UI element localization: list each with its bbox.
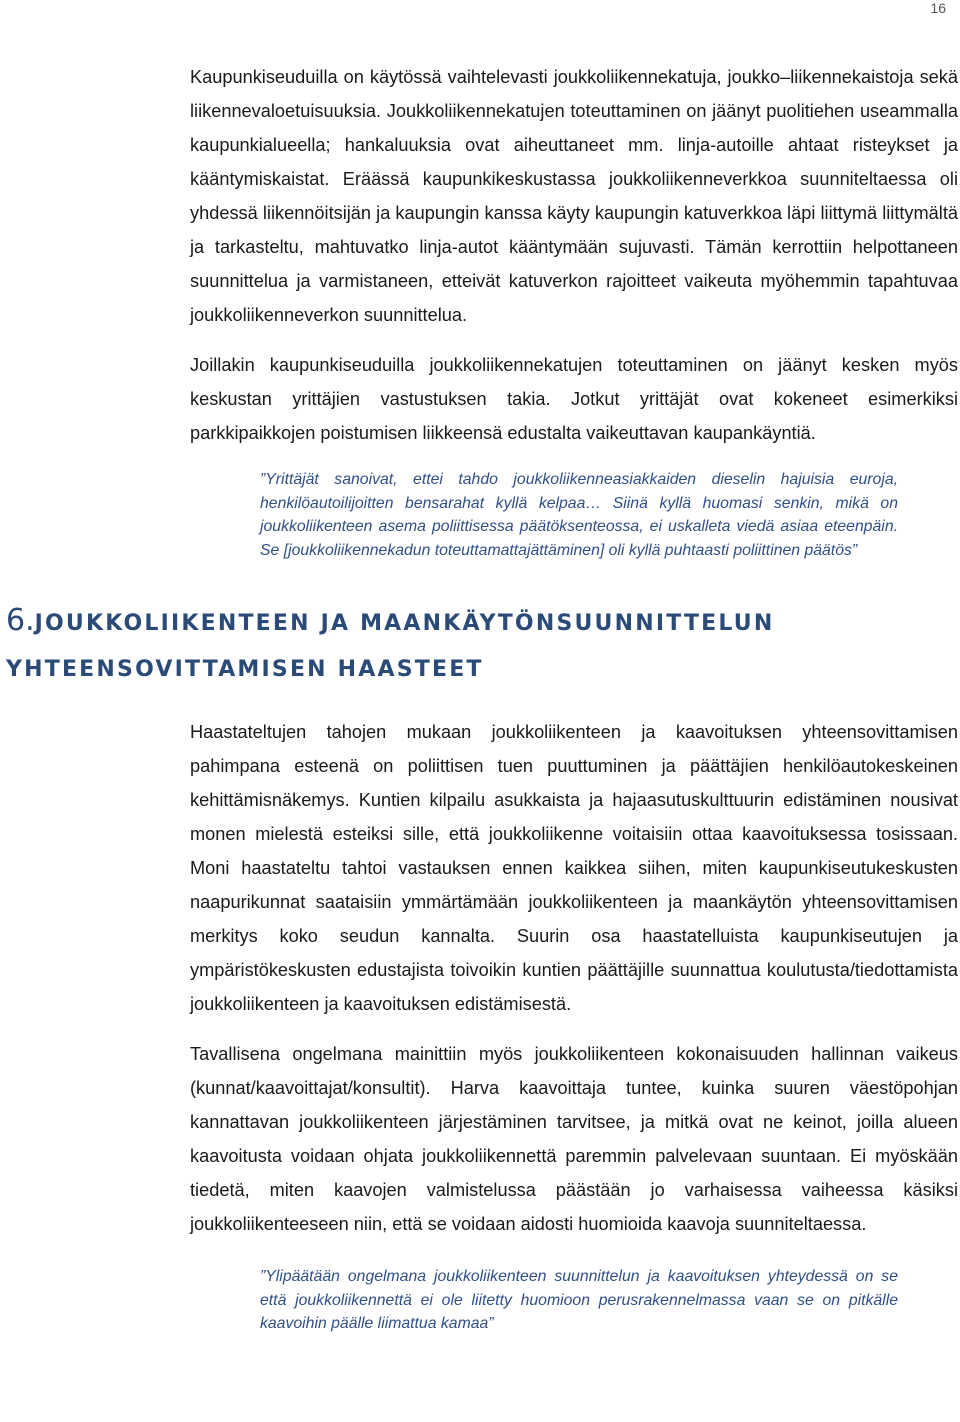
section-title-line-1: JOUKKOLIIKENTEEN JA MAANKÄYTÖNSUUNNITTELUN xyxy=(34,611,775,636)
section-paragraph-2: Tavallisena ongelmana mainittiin myös joukkoliikenteen kokonaisuuden hallinnan vaikeus (kunnat/kaavoittajat/konsultit). Harva kaavoittaja tuntee, kuinka suuren väestöpohjan kannattavan joukkoliikenteen järjestäminen tarvitsee, ja mitkä ovat ne keinot, joilla alueen kaavoitusta voidaan ohjata joukkoliikennettä paremmin palvelevaan suuntaan. Ei myöskään tiedetä, miten kaavojen valmistelussa päästään jo varhaisessa vaiheessa käsiksi joukkoliikenteeseen niin, että se voidaan aidosti huomioida kaavoja suunniteltaessa. xyxy=(190,1044,958,1234)
section-title-line-2: YHTEENSOVITTAMISEN HAASTEET xyxy=(6,657,484,682)
intro-paragraph-1: Kaupunkiseuduilla on käytössä vaihtelevasti joukkoliikennekatuja, joukko–liikennekaistoja sekä liikennevaloetuisuuksia. Joukkoliikennekatujen toteuttaminen on jäänyt puolitiehen useammalla kaupunkialueella; hankaluuksia ovat aiheuttaneet mm. linja-autoille ahtaat risteykset ja kääntymiskaistat. Eräässä kaupunkikeskustassa joukkoliikenneverkkoa suunniteltaessa oli yhdessä liikennöitsijän ja kaupungin kanssa käyty kaupungin katuverkkoa läpi liittymä liittymältä ja tarkasteltu, mahtuvatko linja-autot kääntymään sujuvasti. Tämän kerrottiin helpottaneen suunnittelua ja varmistaneen, etteivät katuverkon rajoitteet vaikeuta myöhemmin tapahtuvaa joukkoliikenneverkon suunnittelua. xyxy=(190,67,958,325)
section-heading xyxy=(6,598,946,693)
section-number: 6. xyxy=(6,603,35,638)
intro-quote: ”Yrittäjät sanoivat, ettei tahdo joukkoliikenneasiakkaiden dieselin hajuisia euroja, henkilöautoilijoitten bensarahat kyllä kelpaa… Siinä kyllä huomasi senkin, mikä on joukkoliikenteen asema poliittisessa päätöksenteossa, ei uskalleta viedä asiaa eteenpäin. Se [joukkoliikennekadun toteuttamattajättäminen] oli kyllä puhtaasti poliittinen päätös” xyxy=(260,471,898,559)
section-paragraph-1: Haastateltujen tahojen mukaan joukkoliikenteen ja kaavoituksen yhteensovittamisen pahimpana esteenä on poliittisen tuen puuttuminen ja päättäjien henkilöautokeskeinen kehittämisnäkemys. Kuntien kilpailu asukkaista ja hajaasutuskulttuurin edistäminen nousivat monen mielestä esteiksi sille, että joukkoliikenne voitaisiin ottaa kaavoituksessa tosissaan. Moni haastateltu tahtoi vastauksen ennen kaikkea siihen, miten kaupunkiseutukeskusten naapurikunnat saataisiin ymmärtämään joukkoliikenteen ja maankäytön yhteensovittamisen merkitys koko seudun kannalta. Suurin osa haastatelluista kaupunkiseutujen ja ympäristökeskusten edustajista toivoikin kuntien päättäjille suunnattua koulutusta/tiedottamista joukkoliikenteen ja kaavoituksen edistämisestä. xyxy=(190,722,958,1014)
page-number: 16 xyxy=(930,0,946,16)
section-body xyxy=(190,715,958,1336)
document-body xyxy=(6,60,958,1336)
section-quote: ”Ylipäätään ongelmana joukkoliikenteen suunnittelun ja kaavoituksen yhteydessä on se että joukkoliikennettä ei ole liitetty huomioon perusrakennelmassa vaan se on pitkälle kaavoihin päälle liimattua kamaa” xyxy=(260,1268,898,1332)
intro-paragraph-2: Joillakin kaupunkiseuduilla joukkoliikennekatujen toteuttaminen on jäänyt kesken myös keskustan yrittäjien vastustuksen takia. Jotkut yrittäjät ovat kokeneet esimerkiksi parkkipaikkojen poistumisen liikkeensä edustalta vaikeuttavan kaupankäyntiä. xyxy=(190,355,958,443)
